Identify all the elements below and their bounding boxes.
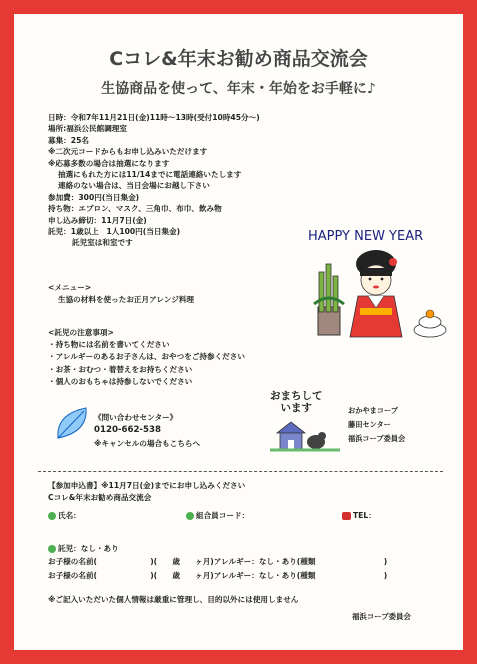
child-1-field[interactable]: お子様の名前( )( 歳 ヶ月)アレルギー：なし・あり(種類 ) [48,557,388,566]
tel-field[interactable] [342,510,376,521]
name-label: 氏名： [58,511,81,520]
note-item: ・お茶・おむつ・着替えをお持ちください [48,364,193,374]
application-form-header [48,480,245,503]
contact-heading: 《問い合わせセンター》 [94,413,178,422]
phone-icon [342,512,351,520]
note-item: ・アレルギーのあるお子さんは、おやつをご持参ください [48,352,245,362]
greeting-text: HAPPY NEW YEAR [308,229,424,244]
event-capacity: 募集：25名 [48,135,89,145]
childcare-room: 託児室は和室です [72,238,133,248]
no-contact-note: 連絡のない場合は、当日会場にお越し下さい [58,181,210,191]
event-childcare: 託児：1歳以上 1人100円(当日集金) [48,227,181,237]
member-code-label: 組合員コード： [196,511,250,520]
org-line-2: 藤田センター [348,420,391,429]
circle-icon [48,512,56,520]
childcare-choice-label: 託児：なし・あり [58,544,119,553]
organizer-block [348,404,405,446]
contact-cancel: ※キャンセルの場合もこちらへ [94,439,201,448]
child-2-field[interactable]: お子様の名前( )( 歳 ヶ月)アレルギー：なし・あり(種類 ) [48,571,388,580]
kagami-mochi-icon [414,310,446,337]
event-date: 日時：令和7年11月21日(金)11時〜13時(受付10時45分〜) [48,113,260,122]
flyer-sheet [14,14,463,650]
name-field[interactable] [48,510,81,521]
house-illustration [270,418,340,454]
lottery-note: ※応募多数の場合は抽選になります [48,158,170,168]
event-bring: 持ち物：エプロン、マスク、三角巾、布巾、飲み物 [48,204,222,214]
menu-section [48,282,194,306]
contact-section [94,411,200,450]
circle-icon [48,545,56,553]
event-info [48,112,260,249]
childcare-notes [48,327,245,388]
cut-line-divider [38,471,443,472]
event-name: Cコレ&年末お勧め商品交流会 [48,492,152,502]
waiting-line-1: おまちして [270,390,323,402]
waiting-message [270,390,323,414]
event-place: 場所:福浜公民館調理室 [48,124,127,134]
kadomatsu-icon [314,264,344,335]
footer-org: 福浜コープ委員会 [352,612,411,621]
contact-phone: 0120-662-538 [94,425,161,435]
org-line-1: おかやまコープ [348,406,398,415]
apply-heading: 【参加申込書】※11月7日(金)までにお申し込みください [48,481,246,490]
lottery-detail: 抽選にもれた方には11/14までに電話連絡いたします [58,170,242,180]
member-code-field[interactable] [186,510,249,521]
menu-item: 生協の材料を使ったお正月アレンジ料理 [58,295,195,304]
leaf-icon [54,404,90,442]
notes-heading: <託児の注意事項> [48,328,114,337]
circle-icon [186,512,194,520]
childcare-choice[interactable] [48,543,119,554]
page-title: Cコレ&年末お勧め商品交流会 [109,48,368,70]
note-item: ・持ち物には名前を書いてください [48,340,170,350]
waiting-line-2: います [280,402,312,414]
menu-heading: <メニュー> [48,283,92,292]
org-line-3: 福浜コープ委員会 [348,434,406,443]
tel-label: TEL： [353,511,376,520]
kimono-girl-icon [350,250,402,337]
page-subtitle: 生協商品を使って、年末・年始をお手軽に♪ [101,81,376,97]
qr-note: ※二次元コードからもお申し込みいただけます [48,147,208,157]
event-deadline: 申し込み締切：11月7日(金) [48,215,147,225]
note-item: ・個人のおもちゃは持参しないでください [48,376,193,386]
event-fee: 参加費：300円(当日集金) [48,192,140,202]
new-year-illustration [302,212,452,352]
privacy-note: ※ご記入いただいた個人情報は厳重に管理し、目的以外には使用しません [48,595,299,604]
